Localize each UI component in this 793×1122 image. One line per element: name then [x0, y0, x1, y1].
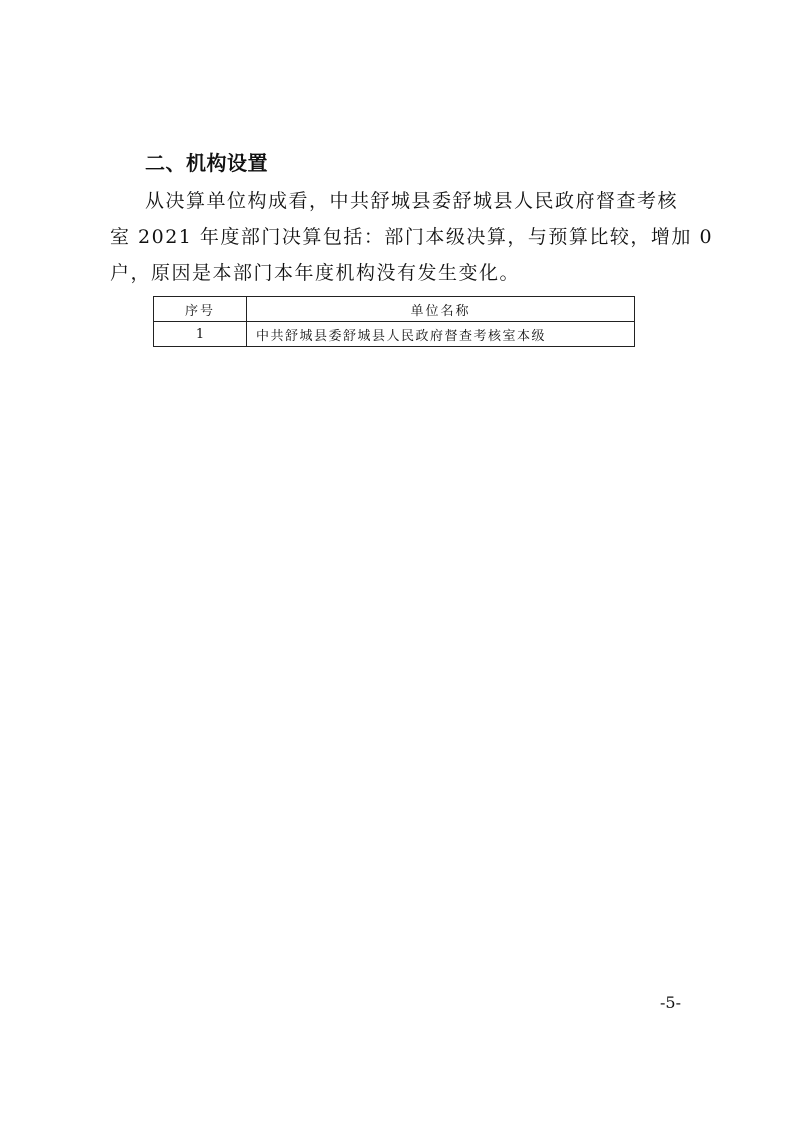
table-header-row	[154, 297, 635, 322]
cell-seq: 1	[154, 322, 247, 347]
header-seq: 序号	[154, 297, 247, 322]
cell-unit-name: 中共舒城县委舒城县人民政府督查考核室本级	[247, 322, 635, 347]
paragraph-line-2: 室 2021 年度部门决算包括：部门本级决算，与预算比较，增加 0	[110, 226, 714, 248]
page-number: -5-	[660, 993, 681, 1012]
table-row	[154, 322, 635, 347]
section-heading: 二、机构设置	[145, 151, 268, 175]
header-unit-name: 单位名称	[247, 297, 635, 322]
paragraph-line-3: 户，原因是本部门本年度机构没有发生变化。	[110, 262, 521, 284]
paragraph-line-1: 从决算单位构成看，中共舒城县委舒城县人民政府督查考核	[145, 190, 679, 212]
unit-table	[153, 296, 635, 347]
